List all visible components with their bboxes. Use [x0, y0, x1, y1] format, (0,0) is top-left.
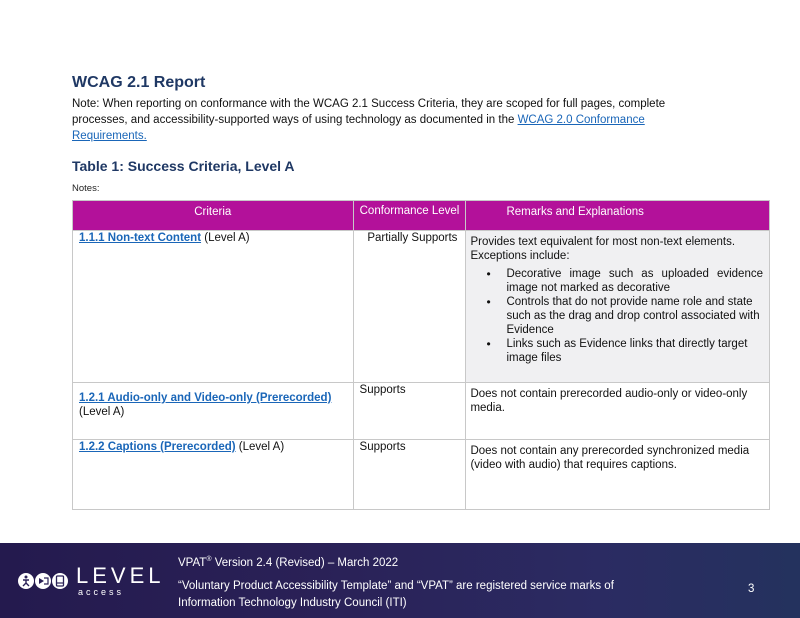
criterion-link-1-2-1[interactable]: 1.2.1 Audio-only and Video-only (Prerecorded) [79, 392, 332, 404]
conformance-requirements-link[interactable]: WCAG 2.0 Conformance Requirements. [72, 114, 645, 142]
notes-label: Notes: [72, 183, 100, 194]
vpat-version [178, 556, 398, 569]
conformance-level: Partially Supports [367, 232, 458, 244]
criterion-level: (Level A) [79, 406, 125, 418]
table-row [73, 383, 770, 440]
remarks-cell [466, 383, 770, 440]
vpat-version-text: Version 2.4 (Revised) – March 2022 [211, 556, 399, 569]
conformance-level-cell [353, 383, 466, 440]
table-row [73, 440, 770, 510]
level-access-logo: LEVEL [76, 563, 165, 588]
criterion-link-1-2-2[interactable]: 1.2.2 Captions (Prerecorded) [79, 441, 236, 453]
remarks-cell [466, 231, 770, 383]
remarks-text: Does not contain prerecorded audio-only or video-only media. [470, 388, 748, 414]
criteria-header: Criteria [73, 201, 354, 231]
note-text: Note: When reporting on conformance with the WCAG 2.1 Success Criteria, they are scoped for full pages, complete processes, and accessibility-supported ways of using technology as documented in the [72, 98, 666, 126]
vpat-label: VPAT [178, 556, 207, 569]
trademark-line-1: “Voluntary Product Accessibility Template” and “VPAT” are registered service marks of [178, 580, 614, 592]
criterion-level: (Level A) [201, 232, 250, 244]
page-number: 3 [748, 583, 755, 595]
conformance-level: Supports [359, 384, 406, 396]
page-title: WCAG 2.1 Report [72, 74, 206, 91]
criterion-link-1-1-1[interactable]: 1.1.1 Non-text Content [79, 232, 202, 244]
table-title: Table 1: Success Criteria, Level A [72, 158, 295, 174]
criterion-cell [73, 231, 354, 383]
remarks-cell [466, 440, 770, 510]
conformance-level-header: Conformance Level [353, 201, 466, 231]
exceptions-list [486, 267, 763, 365]
registered-mark: ® [206, 556, 212, 563]
conformance-level-cell [353, 440, 466, 510]
remarks-intro: Provides text equivalent for most non-text elements. Exceptions include: [470, 236, 736, 262]
criterion-cell [73, 383, 354, 440]
page-footer [0, 543, 800, 618]
trademark-notice [178, 578, 658, 612]
success-criteria-table [72, 200, 770, 510]
conformance-level: Supports [359, 441, 406, 453]
accessibility-badges-icon [18, 573, 68, 589]
conformance-level-cell [353, 231, 466, 383]
list-item: • Controls that do not provide name role and state such as the drag and drop control associated with Evidence [486, 295, 763, 337]
remarks-header: Remarks and Explanations [466, 201, 770, 231]
logo-subtitle: access [78, 587, 125, 597]
conformance-note [72, 96, 712, 144]
table-header-row [73, 201, 770, 231]
list-item: • Links such as Evidence links that directly target image files [486, 337, 763, 365]
criterion-cell [73, 440, 354, 510]
remarks-text: Does not contain any prerecorded synchronized media (video with audio) that requires captions. [470, 445, 750, 471]
table-row [73, 231, 770, 383]
criterion-level: (Level A) [235, 441, 285, 453]
list-item: • Decorative image such as uploaded evidence image not marked as decorative [486, 267, 763, 295]
trademark-line-2: Information Technology Industry Council (ITI) [178, 597, 407, 609]
